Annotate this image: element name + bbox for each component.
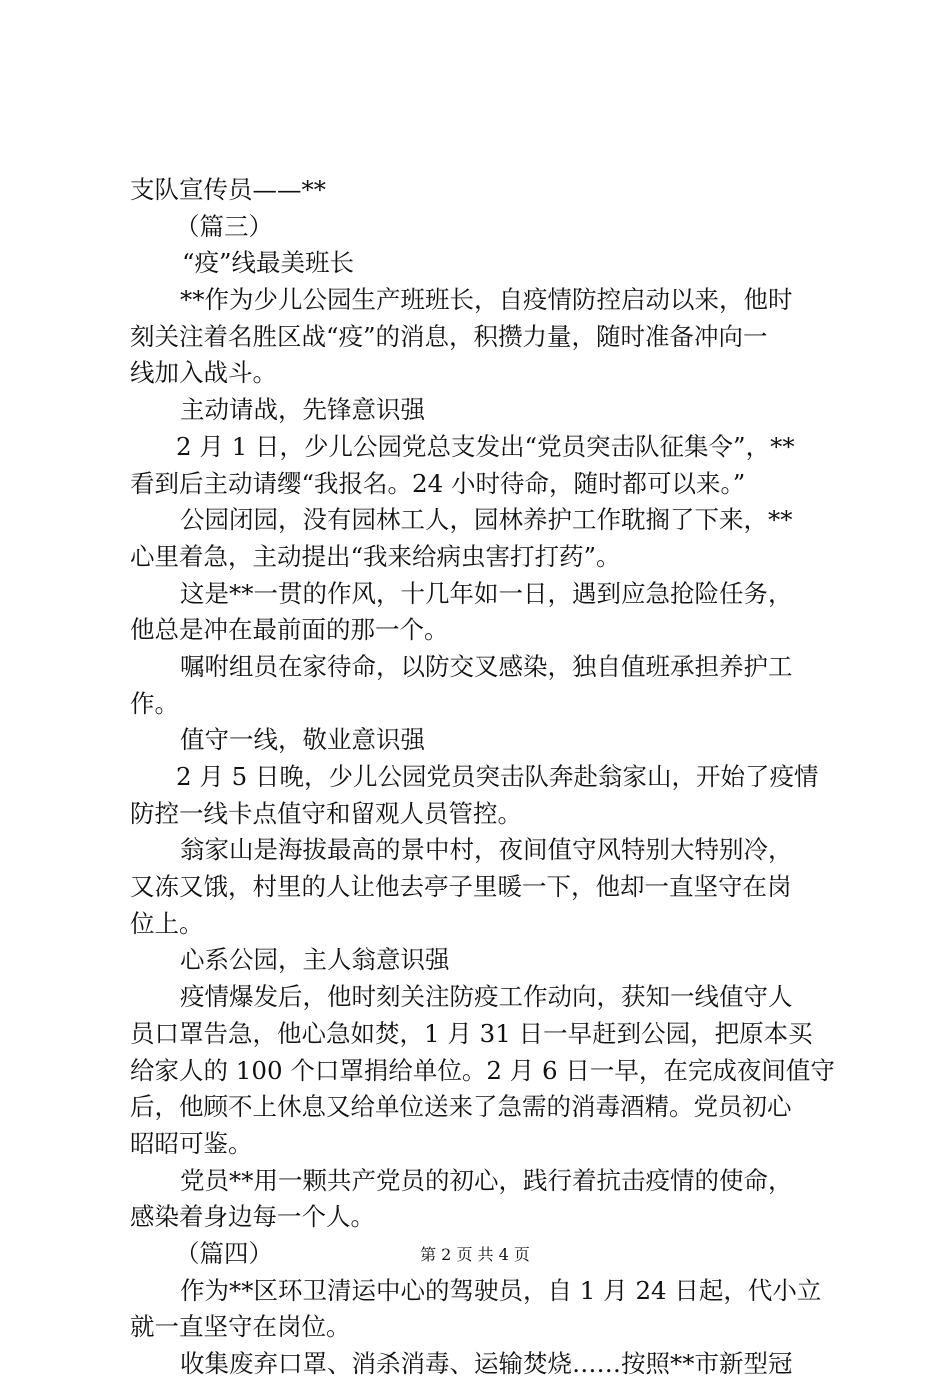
paragraph-line: 他总是冲在最前面的那一个。 bbox=[130, 615, 449, 645]
subheading: 主动请战，先锋意识强 bbox=[180, 395, 425, 425]
paragraph-line: 后，他顾不上休息又给单位送来了急需的消毒酒精。党员初心 bbox=[130, 1092, 792, 1122]
paragraph-line: 昭昭可鉴。 bbox=[130, 1128, 253, 1158]
paragraph-line: 作。 bbox=[130, 688, 179, 718]
paragraph-line: 这是**一贯的作风，十几年如一日，遇到应急抢险任务， bbox=[180, 578, 793, 608]
paragraph-line: 2 月 1 日，少儿公园党总支发出“党员突击队征集令”，** bbox=[176, 431, 795, 461]
page-number-label: 第 2 页 共 4 页 bbox=[420, 1245, 530, 1264]
paragraph-line: 心里着急，主动提出“我来给病虫害打打药”。 bbox=[130, 541, 621, 571]
paragraph-line: **作为少儿公园生产班班长，自疫情防控启动以来，他时 bbox=[180, 285, 793, 315]
document-body bbox=[130, 172, 835, 1383]
paragraph-line: 防控一线卡点值守和留观人员管控。 bbox=[130, 798, 522, 828]
paragraph-line: 线加入战斗。 bbox=[130, 358, 277, 388]
paragraph-line: 看到后主动请缨“我报名。24 小时待命，随时都可以来。” bbox=[130, 468, 746, 498]
paragraph-line: 作为**区环卫清运中心的驾驶员，自 1 月 24 日起，代小立 bbox=[180, 1275, 822, 1305]
paragraph-line: 翁家山是海拔最高的景中村，夜间值守风特别大特别冷， bbox=[180, 835, 793, 865]
paragraph-line: 嘱咐组员在家待命，以防交叉感染，独自值班承担养护工 bbox=[180, 651, 793, 681]
paragraph-line: 员口罩告急，他心急如焚，1 月 31 日一早赶到公园，把原本买 bbox=[130, 1018, 813, 1048]
paragraph-line: 党员**用一颗共产党员的初心，践行着抗击疫情的使命， bbox=[180, 1165, 793, 1195]
paragraph-line: 收集废弃口罩、消杀消毒、运输焚烧……按照**市新型冠 bbox=[180, 1349, 793, 1378]
paragraph-line: 公园闭园，没有园林工人，园林养护工作耽搁了下来，** bbox=[180, 505, 793, 535]
paragraph-line: 给家人的 100 个口罩捐给单位。2 月 6 日一早，在完成夜间值守 bbox=[130, 1055, 835, 1085]
page-footer bbox=[0, 1244, 950, 1266]
paragraph-line: 感染着身边每一个人。 bbox=[130, 1202, 375, 1232]
paragraph-line: 刻关注着名胜区战“疫”的消息，积攒力量，随时准备冲向一 bbox=[130, 321, 768, 351]
paragraph-line: 位上。 bbox=[130, 908, 204, 938]
text-line: 支队宣传员——** bbox=[130, 175, 326, 204]
section-heading: （篇四） bbox=[175, 1238, 273, 1268]
paragraph-line: 又冻又饿，村里的人让他去亭子里暖一下，他却一直坚守在岗 bbox=[130, 872, 792, 902]
article-title: “疫”线最美班长 bbox=[182, 248, 355, 278]
subheading: 值守一线，敬业意识强 bbox=[180, 725, 425, 755]
paragraph-line: 疫情爆发后，他时刻关注防疫工作动向，获知一线值守人 bbox=[180, 982, 793, 1012]
section-heading: （篇三） bbox=[175, 211, 273, 241]
paragraph-line: 就一直坚守在岗位。 bbox=[130, 1312, 351, 1342]
paragraph-line: 2 月 5 日晚，少儿公园党员突击队奔赴翁家山，开始了疫情 bbox=[176, 762, 819, 791]
subheading: 心系公园，主人翁意识强 bbox=[180, 945, 450, 975]
